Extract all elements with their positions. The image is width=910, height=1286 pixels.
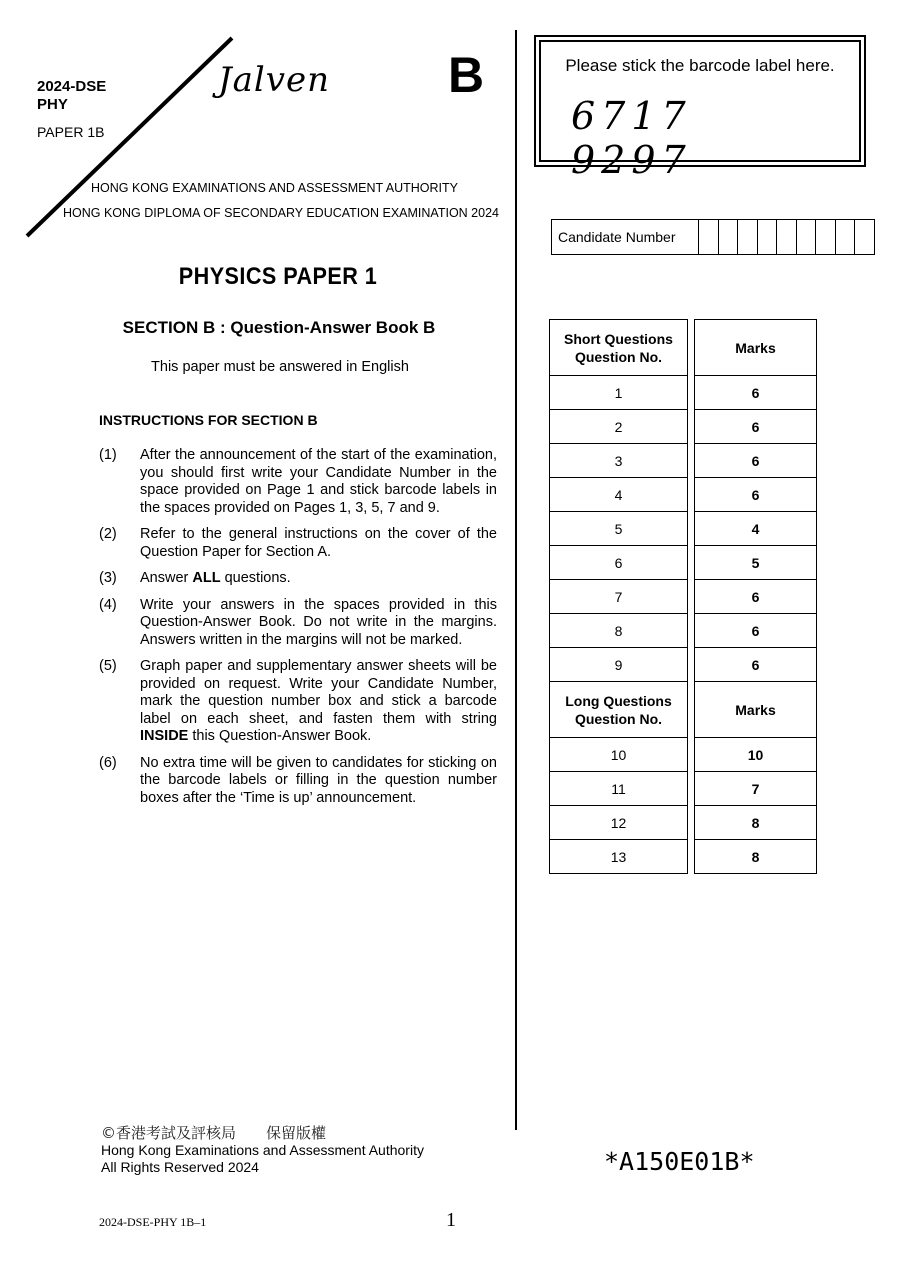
marks-cell: 4 — [695, 512, 817, 546]
instruction-text — [140, 658, 497, 746]
question-number-cell: 10 — [550, 738, 688, 772]
instructions-list — [99, 447, 497, 816]
question-number-cell: 4 — [550, 478, 688, 512]
marks-cell: 8 — [695, 806, 817, 840]
candidate-digit-box[interactable] — [816, 220, 836, 254]
candidate-digit-box[interactable] — [738, 220, 758, 254]
paper-code: PAPER 1B — [37, 124, 105, 140]
question-number-cell: 8 — [550, 614, 688, 648]
instruction-item — [99, 526, 497, 561]
candidate-digit-box[interactable] — [855, 220, 874, 254]
barcode-handwritten-number: 6717 9297 — [571, 94, 692, 182]
instruction-text: No extra time will be given to candidates for sticking on the barcode labels or filling in the question number boxes after the ‘Time is up’ announcement. — [140, 754, 497, 806]
instruction-number: (4) — [99, 596, 117, 613]
copyright-org-line2: All Rights Reserved 2024 — [101, 1159, 259, 1175]
instruction-text-part: questions. — [220, 570, 291, 586]
marks-cell: 6 — [695, 444, 817, 478]
instruction-text — [140, 570, 497, 588]
instruction-number: (1) — [99, 447, 117, 463]
instruction-item — [99, 447, 497, 517]
instruction-number: (3) — [99, 570, 117, 586]
barcode-text: *A150E01B* — [604, 1147, 755, 1176]
marks-cell: 6 — [695, 614, 817, 648]
marks-header: Marks — [695, 682, 817, 738]
instruction-number: (6) — [99, 754, 117, 771]
candidate-digit-box[interactable] — [758, 220, 778, 254]
instruction-item — [99, 755, 497, 808]
copyright-org — [101, 1142, 424, 1176]
page-divider — [515, 30, 517, 1130]
marks-cell: 6 — [695, 410, 817, 444]
question-number-cell: 3 — [550, 444, 688, 478]
diagonal-slash-line — [0, 0, 240, 240]
page-number: 1 — [446, 1209, 456, 1231]
instruction-item — [99, 597, 497, 650]
question-number-cell: 6 — [550, 546, 688, 580]
exam-code — [37, 78, 106, 114]
marks-cell: 6 — [695, 580, 817, 614]
marks-cell: 5 — [695, 546, 817, 580]
question-number-cell: 1 — [550, 376, 688, 410]
page-title: PHYSICS PAPER 1 — [178, 263, 378, 290]
candidate-signature: Jalven — [218, 60, 331, 100]
exam-name: HONG KONG DIPLOMA OF SECONDARY EDUCATION EXAMINATION 2024 — [63, 206, 499, 220]
question-number-cell: 5 — [550, 512, 688, 546]
short-questions-header: Short Questions Question No. — [550, 320, 688, 376]
candidate-digit-box[interactable] — [836, 220, 856, 254]
language-note: This paper must be answered in English — [151, 359, 409, 375]
copyright-chinese: ©香港考試及評核局 保留版權 — [101, 1124, 327, 1142]
instruction-emphasis: INSIDE — [140, 728, 189, 744]
instruction-item — [99, 658, 497, 746]
instruction-text: After the announcement of the start of the examination, you should first write your Candidate Number in the space provided on Page 1 and stick barcode labels in the spaces provided on Pages 1, 3, 5, 7 and 9. — [140, 447, 497, 516]
page-code: 2024-DSE-PHY 1B–1 — [99, 1215, 207, 1229]
instruction-text: Refer to the general instructions on the cover of the Question Paper for Section A. — [140, 526, 497, 560]
marks-cell: 6 — [695, 648, 817, 682]
question-number-cell: 11 — [550, 772, 688, 806]
exam-code-line2: PHY — [37, 96, 68, 113]
question-number-cell: 2 — [550, 410, 688, 444]
instruction-emphasis: ALL — [192, 570, 221, 586]
candidate-digit-box[interactable] — [797, 220, 817, 254]
question-number-cell: 7 — [550, 580, 688, 614]
instruction-number: (5) — [99, 658, 117, 674]
marks-cell: 6 — [695, 376, 817, 410]
marks-cell: 10 — [695, 738, 817, 772]
book-letter: B — [448, 47, 485, 103]
copyright-org-line1: Hong Kong Examinations and Assessment Authority — [101, 1142, 424, 1158]
marks-cell: 6 — [695, 478, 817, 512]
candidate-digit-box[interactable] — [699, 220, 719, 254]
marks-cell: 8 — [695, 840, 817, 874]
marks-column — [694, 319, 817, 874]
candidate-digit-box[interactable] — [719, 220, 739, 254]
question-number-cell: 12 — [550, 806, 688, 840]
authority-name: HONG KONG EXAMINATIONS AND ASSESSMENT AUTHORITY — [91, 181, 458, 195]
question-number-cell: 9 — [550, 648, 688, 682]
instruction-item — [99, 570, 497, 588]
instruction-text-part: Graph paper and supplementary answer sheets will be provided on request. Write your Candidate Number, mark the question number box and stick a barcode label on each sheet, and fasten them with string — [140, 658, 497, 727]
question-number-cell: 13 — [550, 840, 688, 874]
barcode-label-instruction: Please stick the barcode label here. — [565, 56, 835, 75]
exam-code-line1: 2024-DSE — [37, 78, 107, 95]
question-number-column — [549, 319, 688, 874]
candidate-number-label: Candidate Number — [552, 220, 699, 254]
section-title: SECTION B : Question-Answer Book B — [122, 318, 436, 337]
instruction-text-part: Answer — [140, 570, 193, 586]
long-questions-header: Long Questions Question No. — [550, 682, 688, 738]
instruction-text-part: this Question-Answer Book. — [188, 728, 372, 744]
candidate-digit-box[interactable] — [777, 220, 797, 254]
instruction-text: Write your answers in the spaces provided in this Question-Answer Book. Do not write in the margins. Answers written in the margins will not be marked. — [140, 596, 497, 648]
candidate-number-field — [551, 219, 875, 255]
instruction-number: (2) — [99, 526, 117, 542]
marks-header: Marks — [695, 320, 817, 376]
barcode-label-inner-border — [539, 40, 861, 182]
instructions-heading: INSTRUCTIONS FOR SECTION B — [99, 412, 318, 428]
marks-cell: 7 — [695, 772, 817, 806]
barcode-label-box — [534, 35, 866, 182]
